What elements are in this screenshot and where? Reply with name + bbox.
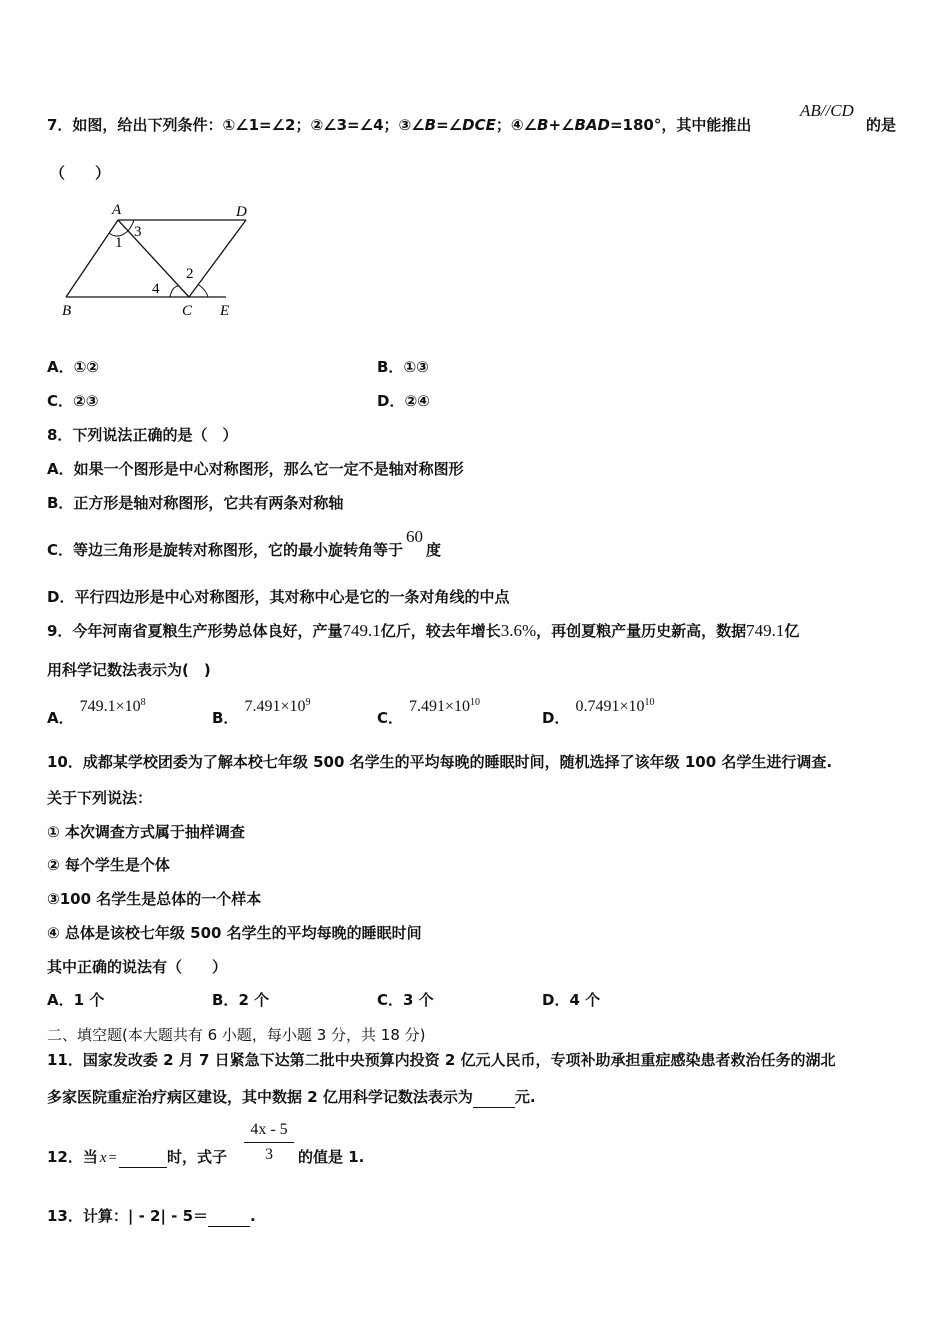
label-angle-2: 2 [186, 266, 194, 282]
q10-option-a: A．1 个 [47, 991, 105, 1009]
q11-answer-blank[interactable] [473, 1087, 515, 1108]
q13-stem: 13．计算：| - 2| - 5＝ . [47, 1207, 256, 1225]
q9-option-c: C．$7.491\times 10^{10}$ [377, 697, 481, 728]
q8-option-a: A．如果一个图形是中心对称图形，那么它一定不是轴对称图形 [47, 460, 464, 478]
q12-stem: 12．当 x = 时，式子 [47, 1148, 228, 1166]
q7-option-c: C．②③ [47, 392, 99, 410]
q7-stem: 7．如图，给出下列条件：①∠1=∠2；②∠3=∠4；③∠B=∠DCE；④∠B+∠BAD=180°，其中能推出 [47, 116, 752, 134]
q10-statement-2: ② 每个学生是个体 [47, 856, 170, 874]
q7-stem-end: 的是 [866, 116, 897, 134]
q10-statement-1: ① 本次调查方式属于抽样调查 [47, 823, 245, 841]
label-angle-3: 3 [134, 224, 142, 240]
q7-figure [56, 198, 266, 323]
q10-stem-line2: 关于下列说法： [47, 789, 153, 807]
label-e: E [220, 303, 230, 319]
q9-option-d: D．$0.7491\times 10^{10}$ [542, 697, 655, 728]
q11-stem-line1: 11．国家发改委 2 月 7 日紧急下达第二批中央预算内投资 2 亿元人民币，专项补助承担重症感染患者救治任务的湖北 [47, 1051, 836, 1069]
q12-answer-blank[interactable] [119, 1147, 167, 1168]
q8-stem: 8．下列说法正确的是（ ） [47, 426, 238, 444]
q10-statement-3: ③100 名学生是总体的一个样本 [47, 890, 262, 908]
line-cd [189, 220, 246, 297]
angle-arc-4 [170, 286, 179, 297]
q8-option-b: B．正方形是轴对称图形，它共有两条对称轴 [47, 494, 344, 512]
q10-question: 其中正确的说法有（ ） [47, 958, 228, 976]
label-a: A [112, 202, 122, 218]
q7-option-d: D．②④ [377, 392, 430, 410]
label-b: B [62, 303, 72, 319]
q13-answer-blank[interactable] [208, 1206, 250, 1227]
label-d: D [236, 204, 247, 220]
label-c: C [182, 303, 193, 319]
label-angle-1: 1 [115, 235, 123, 251]
q8-option-c: C．等边三角形是旋转对称图形，它的最小旋转角等于60度 [47, 527, 442, 559]
q9-option-b: B．$7.491\times 10^9$ [212, 697, 311, 728]
q7-formula: AB//CD [800, 101, 854, 120]
q9-stem-line1: 9．今年河南省夏粮生产形势总体良好，产量749.1亿斤，较去年增长3.6%，再创夏粮产量历史新高，数据749.1亿 [47, 621, 800, 640]
q10-option-d: D．4 个 [542, 991, 601, 1009]
section-2-heading: 二、填空题(本大题共有 6 小题，每小题 3 分，共 18 分) [47, 1026, 426, 1044]
q10-option-b: B．2 个 [212, 991, 270, 1009]
q11-stem-line2: 多家医院重症治疗病区建设，其中数据 2 亿用科学记数法表示为 元. [47, 1088, 536, 1106]
q12-numerator: 4x - 5 [250, 1121, 288, 1138]
q10-stem-line1: 10．成都某学校团委为了解本校七年级 500 名学生的平均每晚的睡眠时间，随机选择了该年级 100 名学生进行调查. [47, 753, 833, 771]
q12-stem-end: 的值是 1. [298, 1148, 365, 1166]
q9-option-a: A．$749.1\times 10^8$ [47, 697, 146, 728]
q12-denominator: 3 [265, 1146, 273, 1163]
q10-option-c: C．3 个 [377, 991, 434, 1009]
label-angle-4: 4 [152, 281, 160, 297]
q7-option-a: A．①② [47, 358, 100, 376]
q12-fraction [244, 1121, 294, 1164]
line-ab [66, 220, 118, 297]
q8-option-d: D．平行四边形是中心对称图形，其对称中心是它的一条对角线的中点 [47, 588, 510, 606]
q7-answer-paren: （ ） [50, 164, 111, 182]
q7-option-b: B．①③ [377, 358, 429, 376]
angle-arc-2 [199, 285, 208, 297]
q9-stem-line2: 用科学记数法表示为( ) [47, 661, 211, 679]
q10-statement-4: ④ 总体是该校七年级 500 名学生的平均每晚的睡眠时间 [47, 924, 422, 942]
